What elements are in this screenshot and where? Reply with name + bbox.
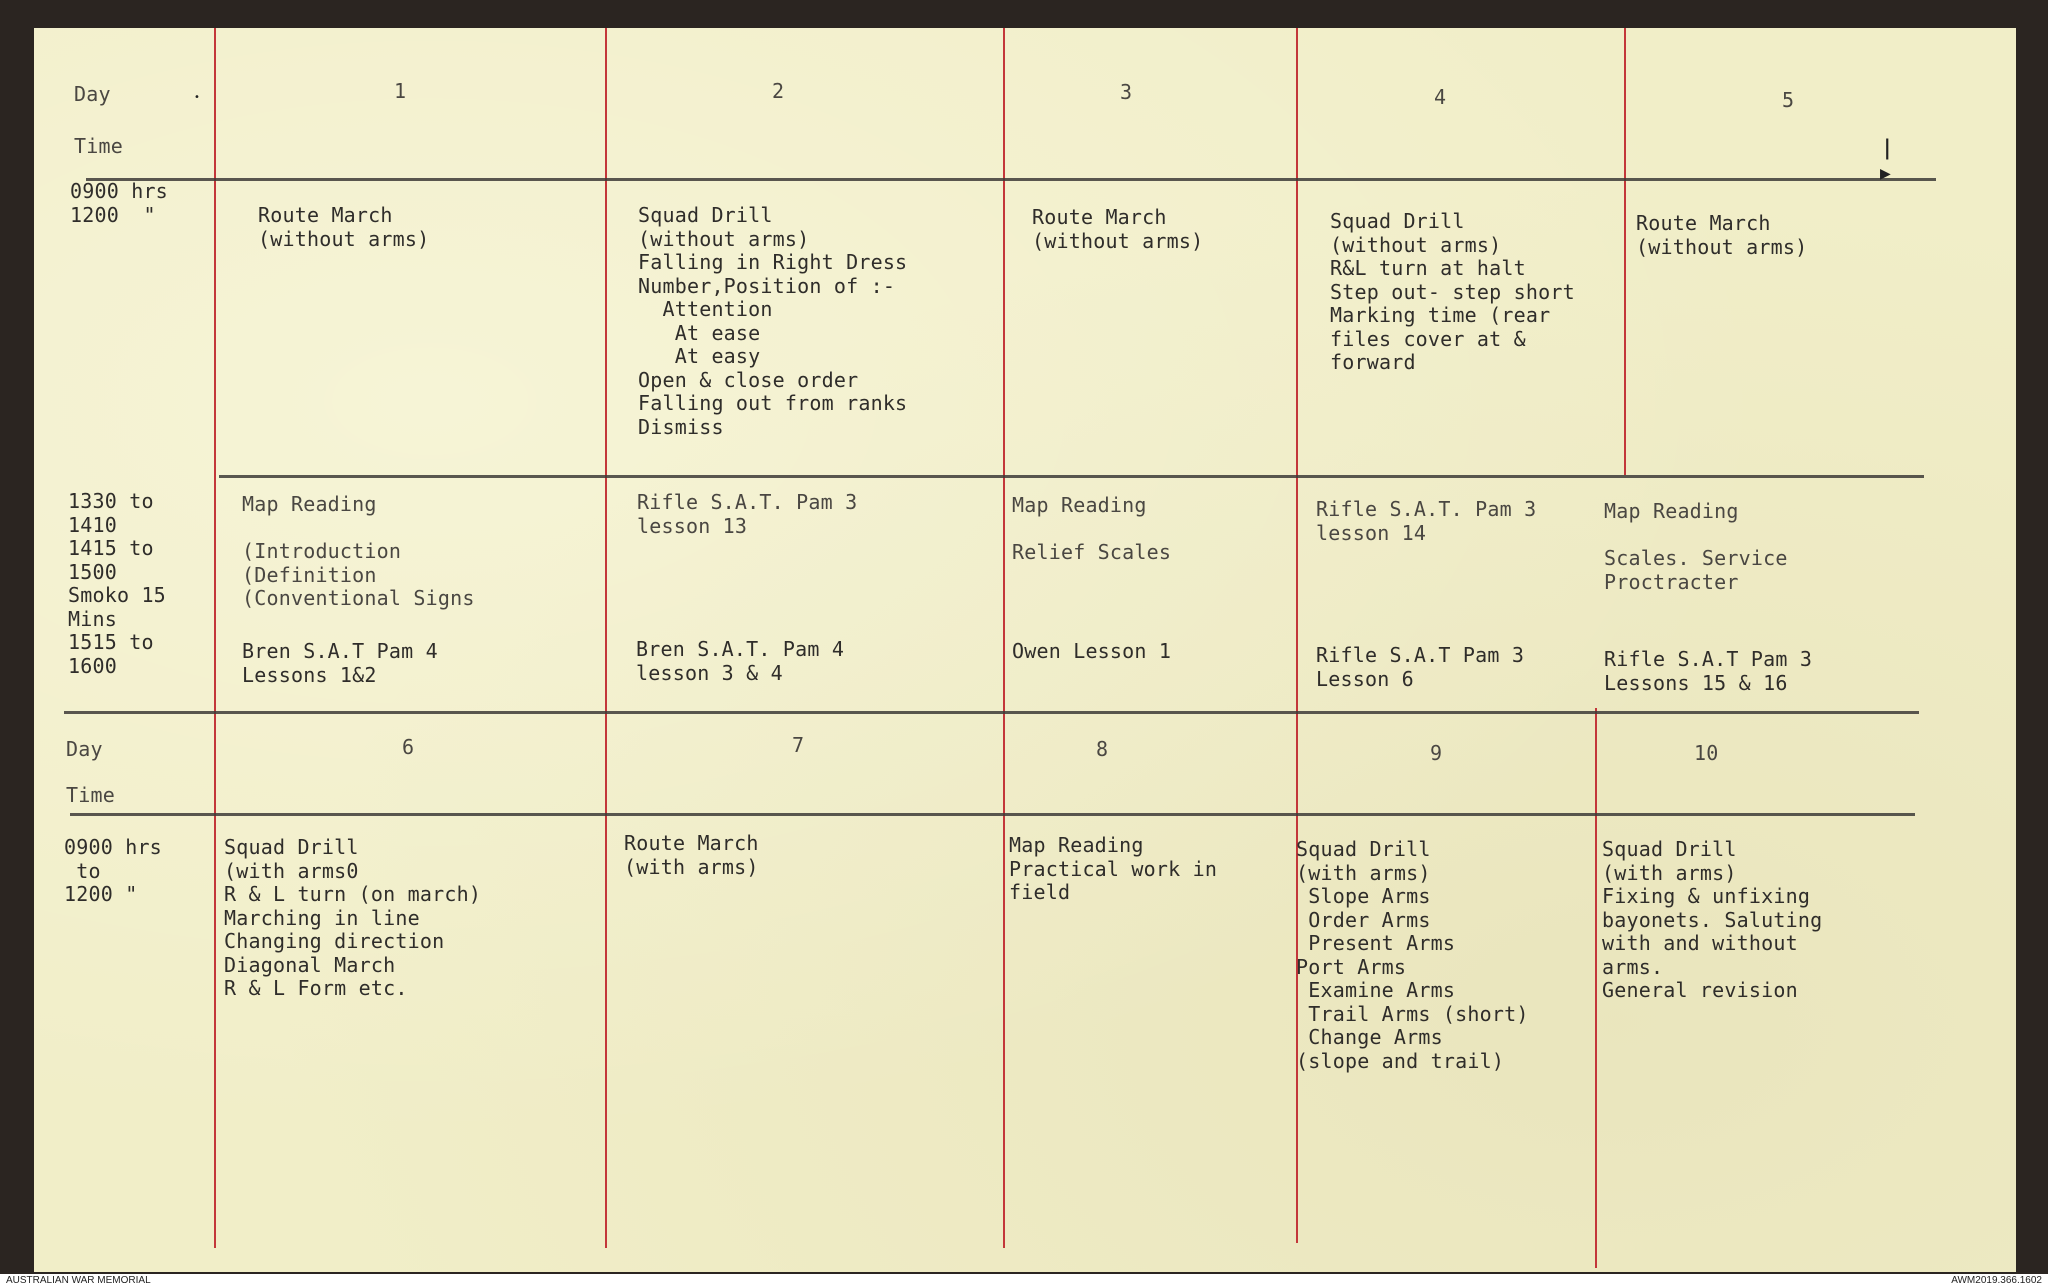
day-number-10: 10 bbox=[1694, 741, 1719, 765]
day9-morning-activity: Squad Drill (with arms) Slope Arms Order Arms Present Arms Port Arms Examine Arms Trail Arms (short) Change Arms (slope and trail) bbox=[1296, 837, 1529, 1073]
header1-time-label: Time bbox=[74, 134, 123, 158]
day-number-7: 7 bbox=[792, 733, 805, 757]
column-rule-2 bbox=[605, 28, 607, 1248]
header2-day-label: Day bbox=[66, 737, 103, 761]
row-rule-row1 bbox=[219, 475, 1924, 478]
day4-morning-activity: Squad Drill (without arms) R&L turn at halt Step out- step short Marking time (rear files cover at & forward bbox=[1330, 209, 1575, 374]
row-rule-row2 bbox=[64, 711, 1919, 714]
day1-morning-activity: Route March (without arms) bbox=[258, 203, 430, 251]
row-rule-header2 bbox=[70, 813, 1915, 816]
day5-afternoon-upper: Map Reading Scales. Service Proctracter bbox=[1604, 499, 1788, 594]
day-number-9: 9 bbox=[1430, 741, 1443, 765]
day3-afternoon-upper: Map Reading Relief Scales bbox=[1012, 493, 1172, 564]
day3-morning-activity: Route March (without arms) bbox=[1032, 205, 1204, 253]
day1-afternoon-upper: Map Reading (Introduction (Definition (Conventional Signs bbox=[242, 492, 475, 610]
footer-institution: AUSTRALIAN WAR MEMORIAL bbox=[6, 1275, 151, 1286]
row3-time: 0900 hrs to 1200 " bbox=[64, 835, 162, 906]
day-number-2: 2 bbox=[772, 79, 785, 103]
day1-afternoon-lower: Bren S.A.T Pam 4 Lessons 1&2 bbox=[242, 639, 438, 687]
day-number-3: 3 bbox=[1120, 80, 1133, 104]
day-number-6: 6 bbox=[402, 735, 415, 759]
ink-arrow-right: ▶ bbox=[1880, 166, 1891, 182]
day2-afternoon-upper: Rifle S.A.T. Pam 3 lesson 13 bbox=[637, 490, 858, 538]
row2-time: 1330 to 1410 1415 to 1500 Smoko 15 Mins 1515 to 1600 bbox=[68, 489, 166, 678]
header1-day-label: Day bbox=[74, 82, 111, 106]
ink-dot: • bbox=[194, 92, 200, 103]
day2-afternoon-lower: Bren S.A.T. Pam 4 lesson 3 & 4 bbox=[636, 637, 845, 685]
day7-morning-activity: Route March (with arms) bbox=[624, 831, 759, 879]
column-rule-5b bbox=[1595, 708, 1597, 1268]
day10-morning-activity: Squad Drill (with arms) Fixing & unfixing bayonets. Saluting with and without arms. General revision bbox=[1602, 837, 1823, 1002]
footer-catalogue-number: AWM2019.366.1602 bbox=[1951, 1275, 2042, 1286]
day8-morning-activity: Map Reading Practical work in field bbox=[1009, 833, 1218, 904]
day3-afternoon-lower: Owen Lesson 1 bbox=[1012, 639, 1172, 663]
column-rule-1 bbox=[214, 28, 216, 1248]
day2-morning-activity: Squad Drill (without arms) Falling in Right Dress Number,Position of :- Attention At ease At easy Open & close order Falling out from ranks Dismiss bbox=[638, 203, 908, 439]
day-number-4: 4 bbox=[1434, 85, 1447, 109]
ink-mark-right: ǀ bbox=[1884, 136, 1891, 161]
day-number-8: 8 bbox=[1096, 737, 1109, 761]
row1-time: 0900 hrs 1200 " bbox=[70, 179, 168, 227]
day5-morning-activity: Route March (without arms) bbox=[1636, 211, 1808, 259]
column-rule-5a bbox=[1624, 28, 1626, 475]
day6-morning-activity: Squad Drill (with arms0 R & L turn (on march) Marching in line Changing direction Diagonal March R & L Form etc. bbox=[224, 835, 482, 1000]
archive-footer bbox=[0, 1274, 2048, 1287]
day4-afternoon-lower: Rifle S.A.T Pam 3 Lesson 6 bbox=[1316, 643, 1525, 691]
day-number-5: 5 bbox=[1782, 88, 1795, 112]
day4-afternoon-upper: Rifle S.A.T. Pam 3 lesson 14 bbox=[1316, 497, 1537, 545]
row-rule-header1 bbox=[86, 178, 1936, 181]
day-number-1: 1 bbox=[394, 79, 407, 103]
header2-time-label: Time bbox=[66, 783, 115, 807]
typed-schedule-sheet bbox=[34, 28, 2016, 1272]
column-rule-3 bbox=[1003, 28, 1005, 1248]
day5-afternoon-lower: Rifle S.A.T Pam 3 Lessons 15 & 16 bbox=[1604, 647, 1813, 695]
